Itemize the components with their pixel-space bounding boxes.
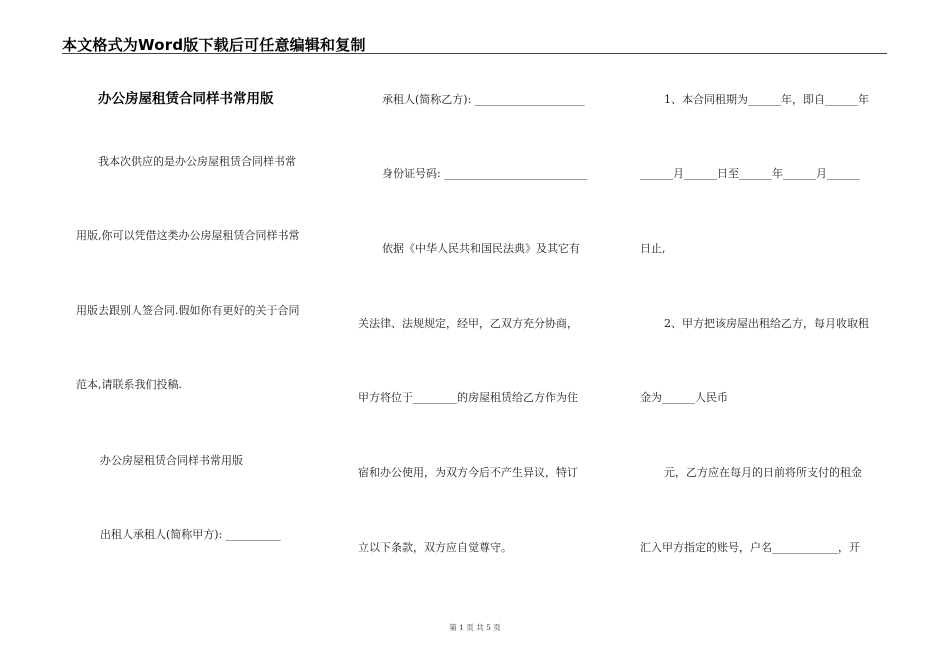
text-column-left: [76, 0, 326, 672]
clause-preamble-line-3: 甲方将位于________的房屋租赁给乙方作为住: [358, 391, 578, 404]
text-column-middle: [358, 0, 608, 672]
text-column-right: [640, 0, 890, 672]
id-number-line: 身份证号码: __________________________: [382, 167, 588, 180]
rent-clause-line-4: 汇入甲方指定的账号，户名____________，开: [640, 541, 860, 554]
rent-clause-line-2: 金为______人民币: [640, 391, 728, 404]
page-number: 第 1 页 共 5 页: [449, 623, 501, 632]
intro-line-2: 用版,你可以凭借这类办公房屋租赁合同样书常: [76, 229, 300, 242]
term-clause-line-1: 1、本合同租期为______年，即自______年: [664, 93, 869, 106]
rent-clause-line-3: 元，乙方应在每月的日前将所支付的租金: [664, 466, 862, 479]
contract-subtitle: 办公房屋租赁合同样书常用版: [100, 454, 243, 467]
document-banner: 本文格式为Word版下载后可任意编辑和复制: [62, 36, 366, 54]
document-title: 办公房屋租赁合同样书常用版: [98, 91, 274, 107]
term-clause-line-3: 日止,: [640, 242, 666, 255]
term-clause-line-2: ______月______日至______年______月______: [640, 167, 860, 180]
intro-line-1: 我本次供应的是办公房屋租赁合同样书常: [98, 155, 296, 168]
rent-clause-line-1: 2、甲方把该房屋出租给乙方，每月收取租: [664, 317, 869, 330]
clause-preamble-line-5: 立以下条款，双方应自觉尊守。: [358, 541, 512, 554]
lessor-line: 出租人承租人(简称甲方): __________: [100, 528, 281, 541]
clause-preamble-line-2: 关法律、法规规定，经甲，乙双方充分协商，: [358, 317, 578, 330]
clause-preamble-line-1: 依据《中华人民共和国民法典》及其它有: [382, 242, 580, 255]
intro-line-3: 用版去跟别人签合同.假如你有更好的关于合同: [76, 304, 300, 317]
intro-line-4: 范本,请联系我们投稿.: [76, 378, 182, 391]
lessee-line: 承租人(简称乙方): ____________________: [382, 93, 585, 106]
clause-preamble-line-4: 宿和办公使用，为双方今后不产生异议，特订: [358, 466, 578, 479]
